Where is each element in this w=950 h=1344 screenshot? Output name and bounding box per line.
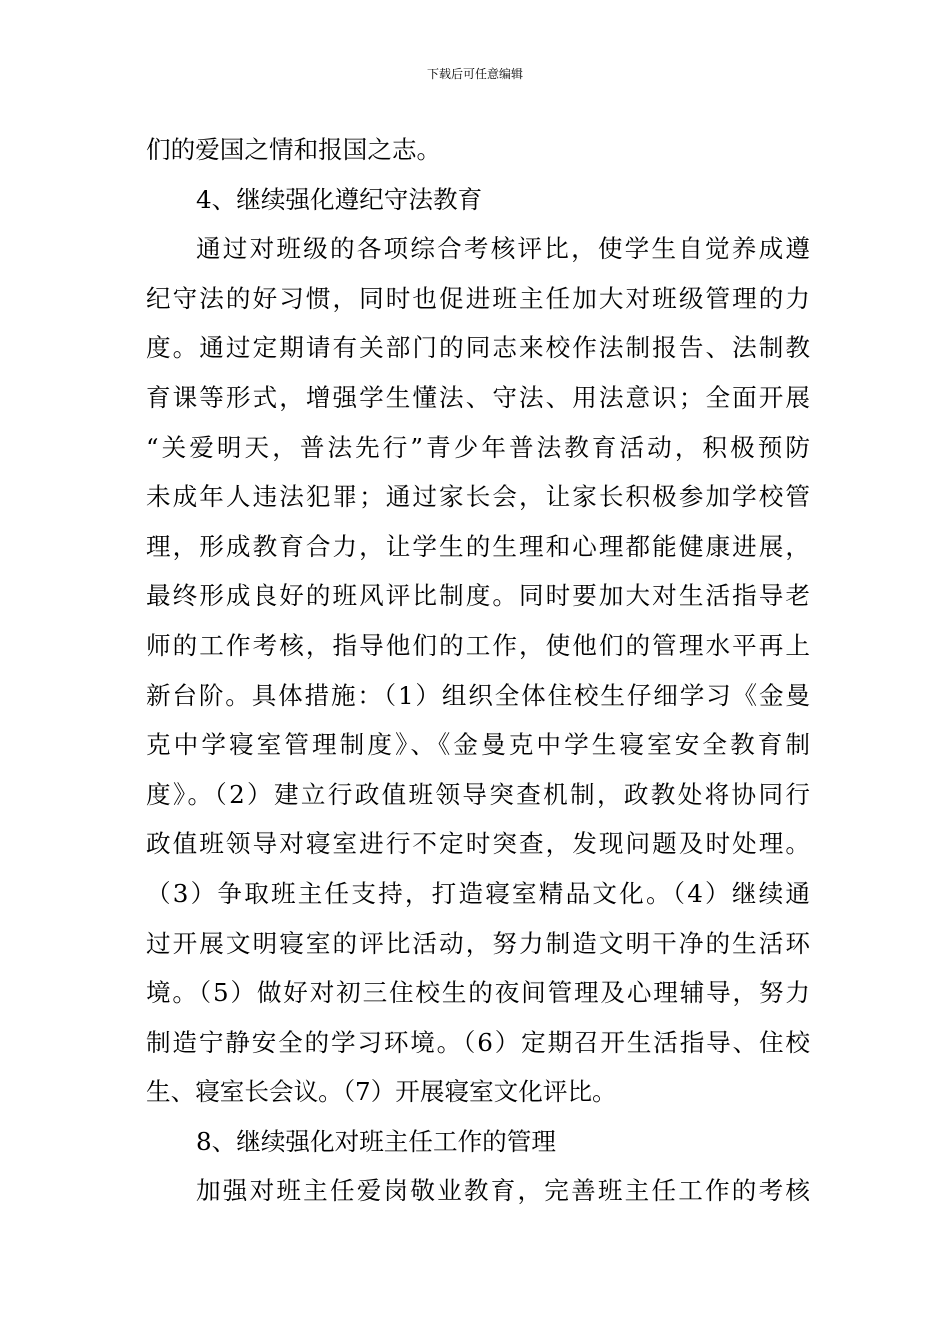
text-line: 新台阶。具体措施：（1）组织全体住校生仔细学习《金曼 (146, 680, 810, 710)
text-line: 过开展文明寝室的评比活动，努力制造文明干净的生活环 (146, 928, 810, 958)
paragraph-first-line: 加强对班主任爱岗敬业教育，完善班主任工作的考核 (196, 1176, 810, 1206)
section-heading: 8、继续强化对班主任工作的管理 (196, 1126, 556, 1156)
section-heading: 4、继续强化遵纪守法教育 (196, 184, 483, 214)
text-line: 克中学寝室管理制度》、《金曼克中学生寝室安全教育制 (146, 730, 810, 760)
text-line: 育课等形式，增强学生懂法、守法、用法意识；全面开展 (146, 382, 810, 412)
text-line: 制造宁静安全的学习环境。（6）定期召开生活指导、住校 (146, 1027, 810, 1057)
page-header: 下载后可任意编辑 (426, 67, 523, 81)
text-line: “关爱明天，普法先行”青少年普法教育活动，积极预防 (146, 432, 810, 462)
text-line: 境。（5）做好对初三住校生的夜间管理及心理辅导，努力 (146, 978, 810, 1008)
text-line: 政值班领导对寝室进行不定时突查，发现问题及时处理。 (146, 829, 810, 859)
text-line: 最终形成良好的班风评比制度。同时要加大对生活指导老 (146, 581, 810, 611)
text-line: 纪守法的好习惯，同时也促进班主任加大对班级管理的力 (146, 283, 810, 313)
text-line: 理，形成教育合力，让学生的生理和心理都能健康进展， (146, 531, 810, 561)
text-line: 师的工作考核，指导他们的工作，使他们的管理水平再上 (146, 630, 810, 660)
body-text (146, 125, 810, 1216)
text-line: 度。通过定期请有关部门的同志来校作法制报告、法制教 (146, 333, 810, 363)
text-line: （3）争取班主任支持，打造寝室精品文化。（4）继续通 (146, 878, 810, 908)
text-line: 度》。（2）建立行政值班领导突查机制，政教处将协同行 (146, 779, 810, 809)
paragraph-first-line: 通过对班级的各项综合考核评比，使学生自觉养成遵 (196, 234, 810, 264)
text-line: 生、寝室长会议。（7）开展寝室文化评比。 (146, 1077, 617, 1107)
text-line: 们的爱国之情和报国之志。 (146, 135, 442, 164)
text-line: 未成年人违法犯罪；通过家长会，让家长积极参加学校管 (146, 482, 810, 512)
